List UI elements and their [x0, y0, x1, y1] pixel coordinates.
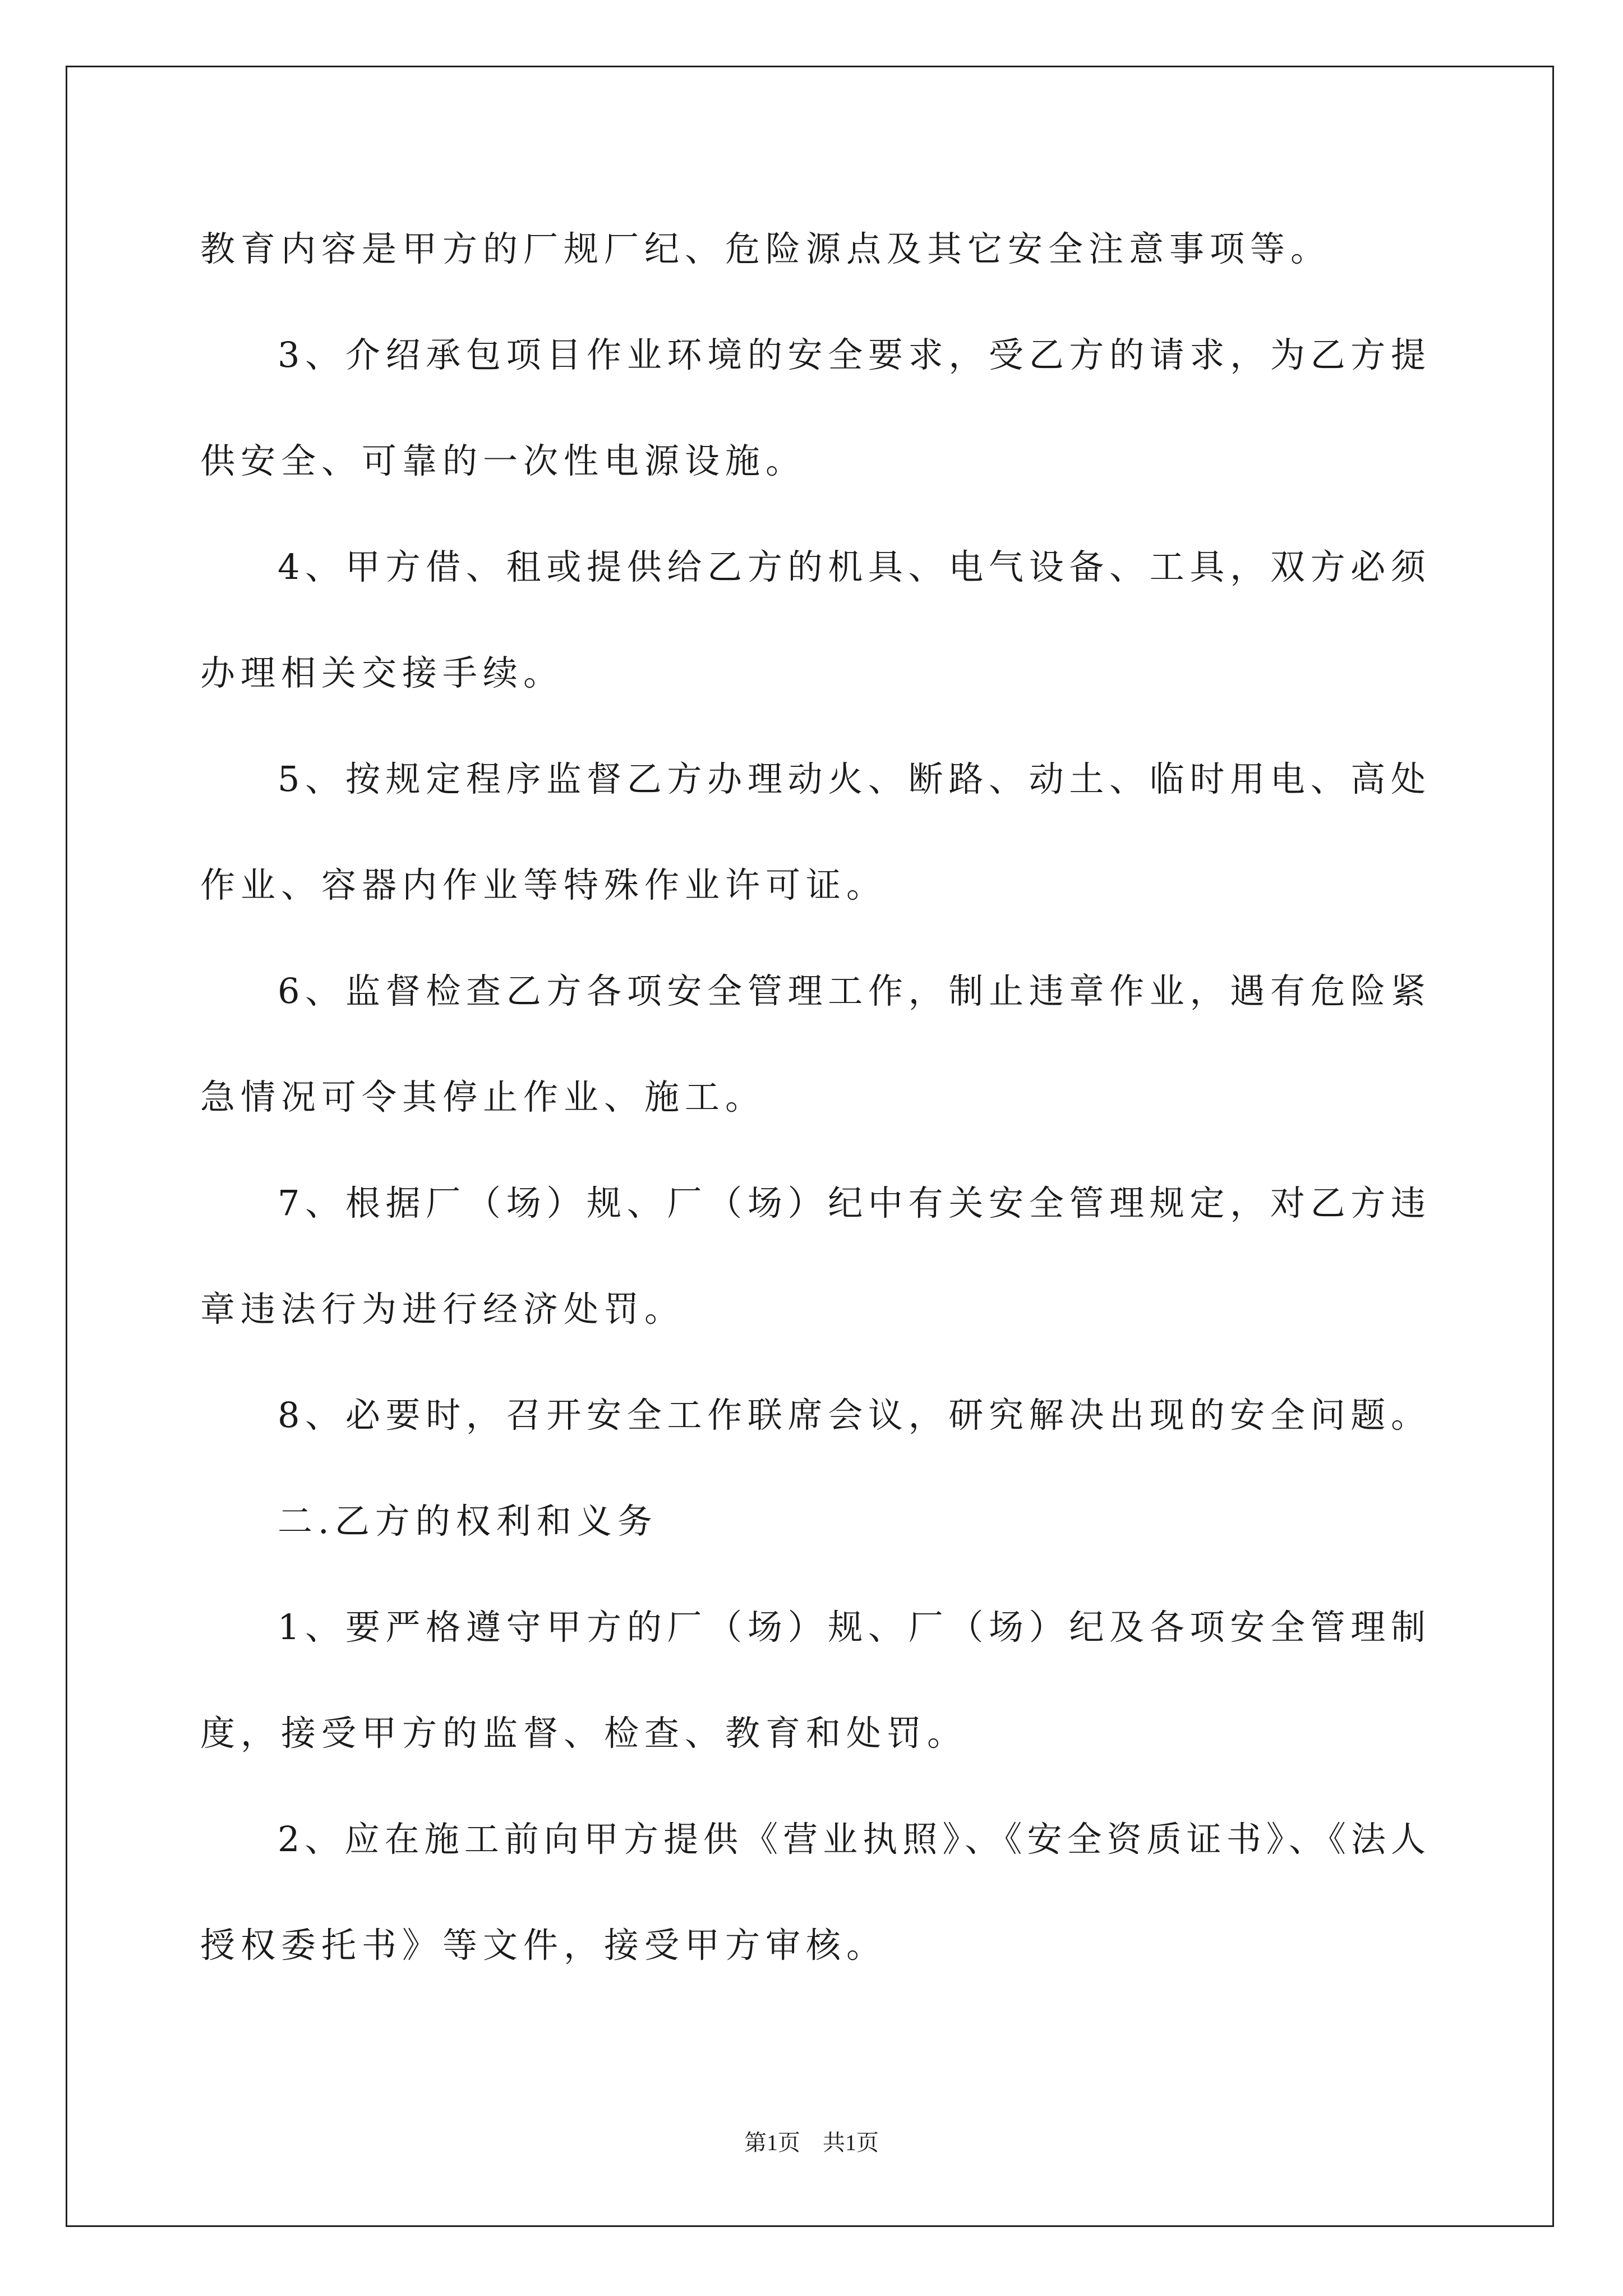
paragraph: [200, 302, 1426, 514]
section-heading: [200, 1468, 1426, 1574]
paragraph: [200, 1150, 1426, 1362]
paragraph-line: 度，接受甲方的监督、检查、教育和处罚。: [200, 1713, 968, 1754]
paragraph: [200, 726, 1426, 938]
paragraph-line: 3、介绍承包项目作业环境的安全要求，受乙方的请求，为乙方提: [278, 334, 1426, 375]
paragraph-line: 急情况可令其停止作业、施工。: [200, 1076, 766, 1117]
paragraph-line: 授权委托书》等文件，接受甲方审核。: [200, 1925, 887, 1966]
paragraph-line: 2、应在施工前向甲方提供《营业执照》、《安全资质证书》、《法人: [278, 1819, 1426, 1860]
paragraph-line: 5、按规定程序监督乙方办理动火、断路、动土、临时用电、高处: [278, 758, 1426, 799]
paragraph: [200, 938, 1426, 1150]
paragraph-line: 6、监督检查乙方各项安全管理工作，制止违章作业，遇有危险紧: [278, 970, 1426, 1011]
paragraph: [200, 196, 1426, 302]
page-number-footer: 第1页 共1页: [744, 2130, 879, 2155]
paragraph-line: 1、要严格遵守甲方的厂（场）规、厂（场）纪及各项安全管理制: [278, 1607, 1426, 1648]
paragraph-line: 供安全、可靠的一次性电源设施。: [200, 440, 806, 481]
paragraph: [200, 1574, 1426, 1786]
paragraph-line: 章违法行为进行经济处罚。: [200, 1289, 685, 1329]
paragraph: [200, 1362, 1426, 1468]
document-body: [200, 196, 1426, 1998]
paragraph-line: 7、根据厂（场）规、厂（场）纪中有关安全管理规定，对乙方违: [278, 1182, 1426, 1223]
paragraph-line: 4、甲方借、租或提供给乙方的机具、电气设备、工具，双方必须: [278, 546, 1426, 587]
paragraph: [200, 1786, 1426, 1998]
paragraph-line: 作业、容器内作业等特殊作业许可证。: [200, 864, 887, 905]
paragraph-line: 8、必要时，召开安全工作联席会议，研究解决出现的安全问题。: [278, 1395, 1426, 1435]
section-heading-text: 二.乙方的权利和义务: [278, 1501, 658, 1542]
paragraph-line: 教育内容是甲方的厂规厂纪、危险源点及其它安全注意事项等。: [200, 228, 1331, 269]
paragraph: [200, 514, 1426, 726]
paragraph-line: 办理相关交接手续。: [200, 652, 564, 693]
